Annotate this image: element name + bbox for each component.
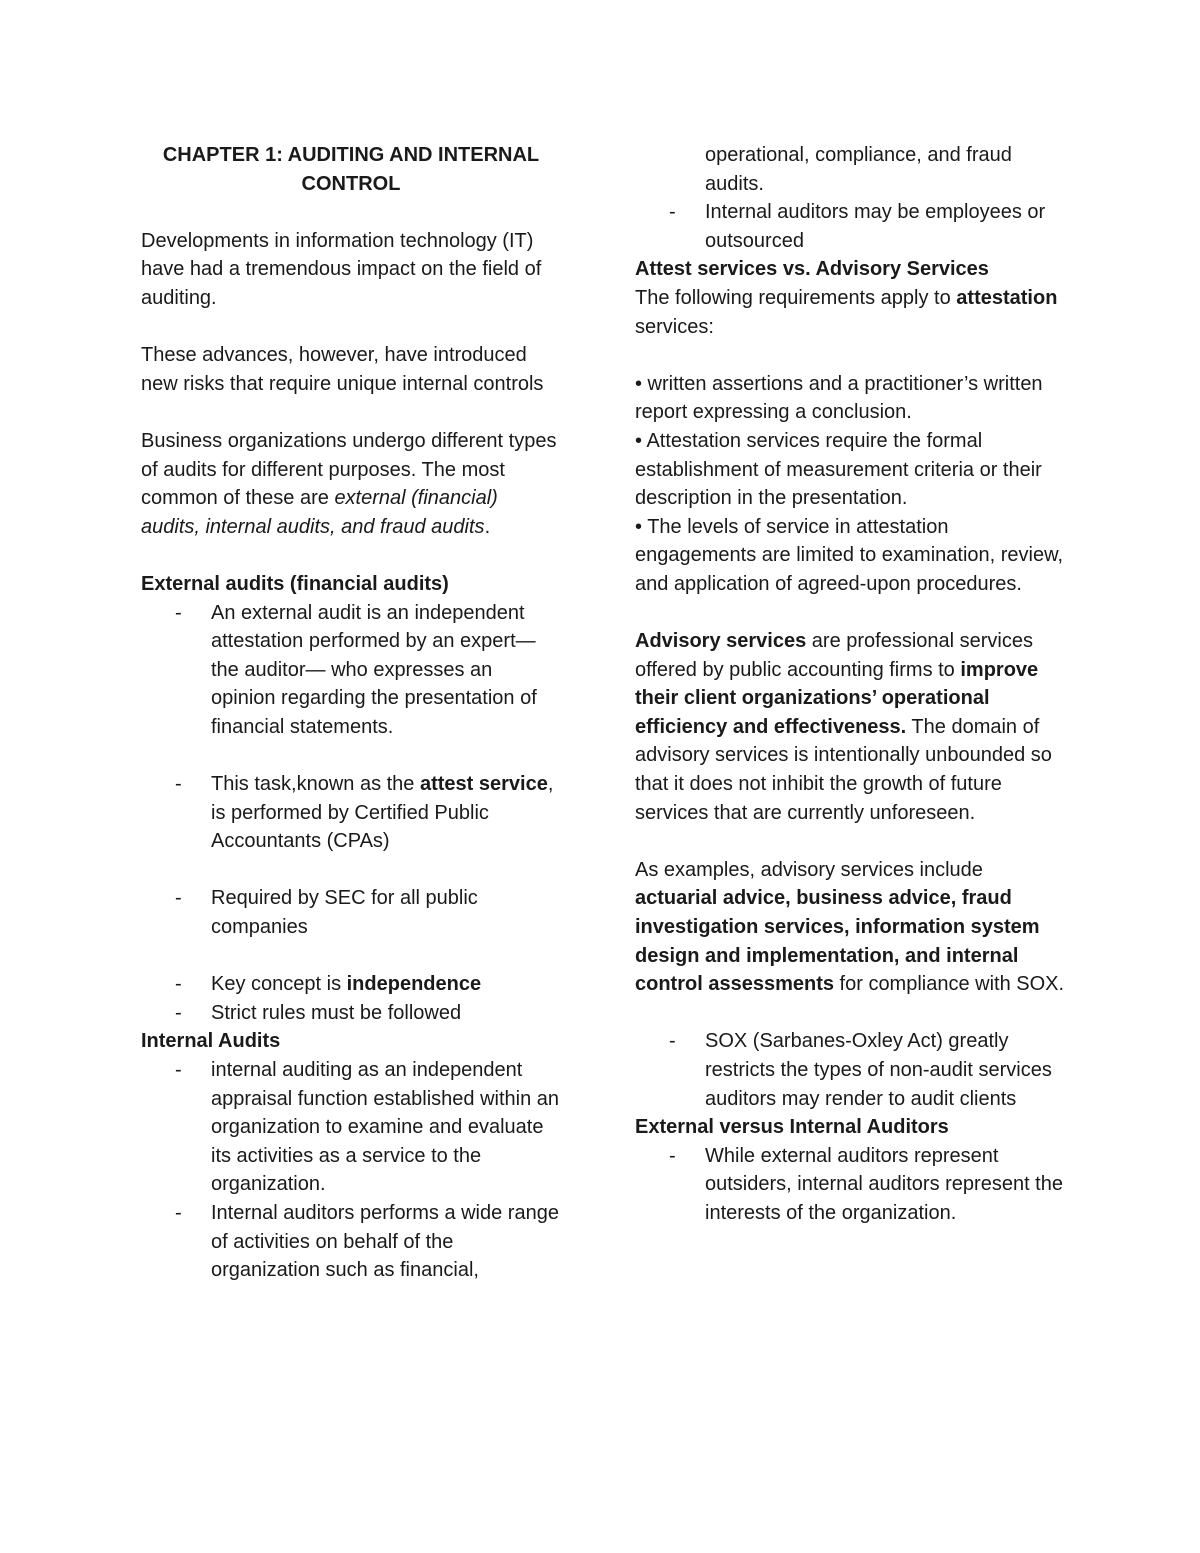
- attestation-intro-post: services:: [635, 315, 714, 338]
- attest-vs-advisory-heading: Attest services vs. Advisory Services: [635, 258, 989, 281]
- external-audit-item-3: - Required by SEC for all public companies: [141, 884, 561, 941]
- external-audits-list: [141, 599, 561, 1028]
- external-audit-item-2-post: , is performed by Certified Public Accountants (CPAs): [211, 773, 554, 853]
- external-vs-internal-list: [635, 1142, 1065, 1228]
- sox-list: [635, 1027, 1065, 1113]
- advisory-services-term: Advisory services: [635, 630, 807, 653]
- external-vs-internal-heading: External versus Internal Auditors: [635, 1116, 949, 1139]
- independence-term: independence: [346, 973, 482, 996]
- attest-service-term: attest service: [419, 773, 548, 796]
- attestation-bullet-2: • Attestation services require the formal establishment of measurement criteria or their description in the presentation.: [635, 429, 1042, 510]
- internal-audit-item-2: - Internal auditors performs a wide range of activities on behalf of the organization such as financial,: [141, 1199, 561, 1285]
- chapter-title-line-2: CONTROL: [301, 172, 401, 195]
- internal-audit-item-3: - Internal auditors may be employees or outsourced: [635, 198, 1065, 255]
- attestation-bullet-3: • The levels of service in attestation engagements are limited to examination, review, and application of agreed-upon procedures.: [635, 515, 1064, 595]
- intro-paragraph-1: Developments in information technology (IT) have had a tremendous impact on the field of auditing.: [141, 229, 542, 309]
- intro-paragraph-3-text: Business organizations undergo different types of audits for different purposes. The most common of these are: [141, 429, 557, 510]
- left-column: [141, 141, 561, 1285]
- internal-audits-list-continued: [635, 141, 1065, 255]
- chapter-title-line-1: CHAPTER 1: AUDITING AND INTERNAL: [162, 144, 540, 166]
- advisory-paragraph: [635, 627, 1065, 827]
- external-audit-item-2: [141, 770, 561, 856]
- advisory-examples-list: actuarial advice, business advice, fraud investigation services, information system design and implementation, and internal control assessments: [635, 887, 1040, 996]
- intro-paragraph-2: These advances, however, have introduced new risks that require unique internal controls: [141, 344, 544, 395]
- internal-audit-item-2-continued: operational, compliance, and fraud audits.: [705, 144, 1012, 195]
- external-audit-item-4: [141, 970, 561, 999]
- attestation-bullet-1: • written assertions and a practitioner’s written report expressing a conclusion.: [635, 372, 1043, 424]
- internal-audits-list: [141, 1056, 561, 1285]
- intro-paragraph-3: [141, 427, 561, 541]
- attestation-intro: [635, 284, 1065, 341]
- advisory-examples-pre: As examples, advisory services include: [635, 858, 983, 881]
- advisory-goal-term: improve their client organizations’ operational efficiency and effectiveness.: [635, 658, 1039, 738]
- external-audit-item-4-pre: Key concept is: [211, 973, 347, 996]
- external-vs-internal-item-1: - While external auditors represent outsiders, internal auditors represent the interests of the organization.: [635, 1142, 1065, 1228]
- advisory-examples-paragraph: [635, 856, 1065, 999]
- sox-item: - SOX (Sarbanes-Oxley Act) greatly restricts the types of non-audit services auditors may render to audit clients: [635, 1027, 1065, 1113]
- chapter-title: [141, 141, 561, 198]
- attestation-term: attestation: [956, 286, 1058, 309]
- advisory-text-1: are professional services offered by public accounting firms to: [635, 630, 1034, 681]
- external-audit-item-1: - An external audit is an independent attestation performed by an expert—the auditor— who expresses an opinion regarding the presentation of financial statements.: [141, 599, 561, 742]
- external-audit-item-5: - Strict rules must be followed: [141, 999, 561, 1028]
- advisory-examples-post: for compliance with SOX.: [833, 973, 1065, 996]
- internal-audit-item-1: - internal auditing as an independent appraisal function established within an organization to examine and evaluate its activities as a service to the organization.: [141, 1056, 561, 1199]
- intro-paragraph-3-italic: external (financial) audits, internal audits, and fraud audits: [141, 487, 498, 538]
- advisory-text-2: The domain of advisory services is intentionally unbounded so that it does not inhibit the growth of future services that are currently unforeseen.: [635, 715, 1052, 824]
- attestation-intro-pre: The following requirements apply to: [635, 286, 957, 309]
- external-audits-heading: External audits (financial audits): [141, 572, 449, 595]
- internal-audits-heading: Internal Audits: [141, 1030, 281, 1053]
- right-column: [635, 141, 1065, 1228]
- intro-paragraph-3-end: .: [484, 515, 491, 538]
- external-audit-item-2-pre: This task,known as the: [211, 773, 420, 796]
